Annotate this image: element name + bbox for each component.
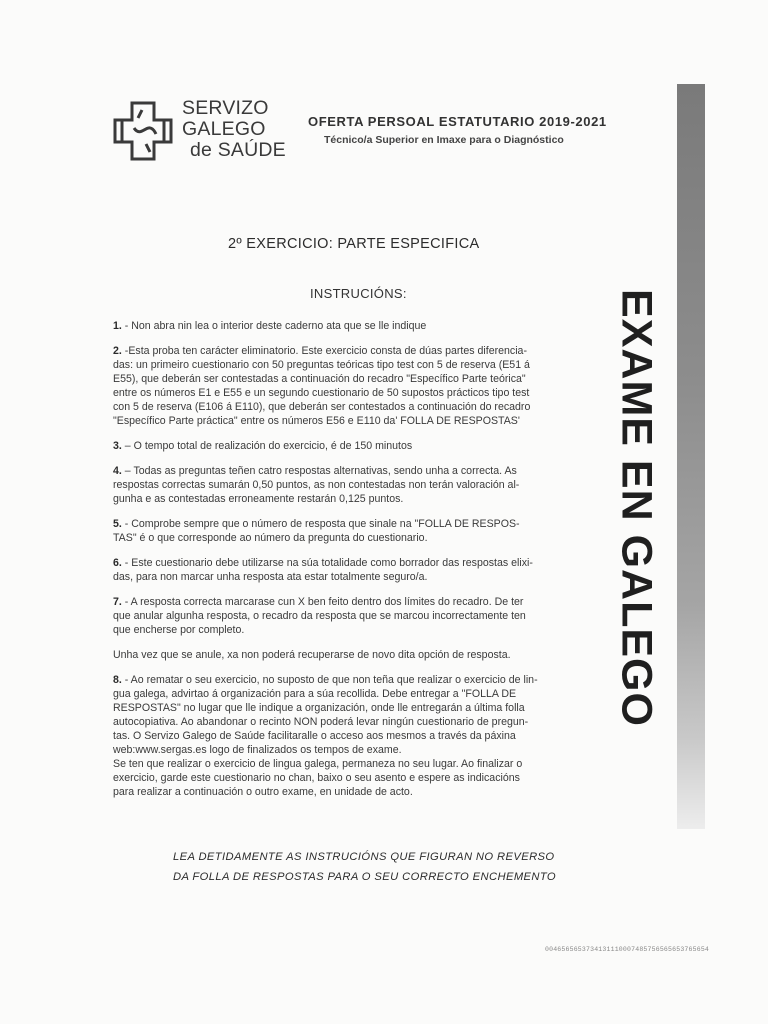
- instruction-text: gunha e as contestadas erroneamente restarán 0,125 puntos.: [113, 493, 404, 505]
- footer-note-line-2: DA FOLLA DE RESPOSTAS PARA O SEU CORRECTO ENCHEMENTO: [173, 871, 557, 883]
- instruction-item: [113, 464, 609, 506]
- instruction-line: [113, 648, 609, 662]
- side-label: [596, 288, 676, 728]
- instruction-item: [113, 648, 609, 662]
- instruction-line: [113, 609, 609, 623]
- logo-line-1: SERVIZO: [182, 97, 269, 119]
- instruction-item: [113, 595, 609, 637]
- instruction-number: 7.: [113, 596, 122, 608]
- instruction-text: RESPOSTAS" no lugar que lle indique a organización, onde lle entregarán a última folla: [113, 702, 525, 714]
- logo-line-2: GALEGO: [182, 118, 266, 140]
- instruction-line: [113, 570, 609, 584]
- instruction-text: - Este cuestionario debe utilizarse na súa totalidade como borrador das respostas elixi-: [124, 557, 533, 569]
- instruction-item: [113, 673, 609, 799]
- instruction-text: TAS" é o que corresponde ao número da pregunta do cuestionario.: [113, 532, 428, 544]
- instruction-number: 5.: [113, 518, 122, 530]
- instruction-number: 6.: [113, 557, 122, 569]
- footer-note-line-1: LEA DETIDAMENTE AS INSTRUCIÓNS QUE FIGURAN NO REVERSO: [173, 851, 555, 863]
- instruction-line: [113, 414, 609, 428]
- instruction-text: gua galega, advirtao á organización para a súa recollida. Debe entregar a "FOLLA DE: [113, 688, 517, 700]
- instruction-text: tas. O Servizo Galego de Saúde facilitaralle o acceso aos mesmos a través da páxina: [113, 730, 516, 742]
- footer-note: [173, 847, 593, 887]
- instruction-text: "Específico Parte práctica" entre os números E56 e E110 da' FOLLA DE RESPOSTAS': [113, 415, 520, 427]
- instruction-text: Se ten que realizar o exercicio de lingua galega, permaneza no seu lugar. Ao finalizar o: [113, 758, 523, 770]
- instruction-line: [113, 478, 609, 492]
- instruction-text: das, para non marcar unha resposta ata estar totalmente seguro/a.: [113, 571, 428, 583]
- instruction-line: [113, 492, 609, 506]
- instruction-item: [113, 517, 609, 545]
- instruction-line: [113, 673, 609, 687]
- instruction-number: 2.: [113, 345, 122, 357]
- instruction-line: [113, 464, 609, 478]
- instruction-item: [113, 344, 609, 428]
- instruction-text: – Todas as preguntas teñen catro respostas alternativas, sendo unha a correcta. As: [124, 465, 517, 477]
- instruction-line: [113, 729, 609, 743]
- instruction-item: [113, 439, 609, 453]
- instruction-text: entre os números E1 e E55 e un segundo cuestionario de 50 supostos prácticos tipo test: [113, 387, 530, 399]
- instruction-text: - Non abra nin lea o interior deste caderno ata que se lle indique: [124, 320, 427, 332]
- instruction-line: [113, 372, 609, 386]
- instruction-text: exercicio, garde este cuestionario no chan, baixo o seu asento e espere as indicacións: [113, 772, 520, 784]
- instruction-line: [113, 757, 609, 771]
- barcode-number: 0046565653734131110007485756565653765654: [545, 946, 710, 953]
- instruction-number: 8.: [113, 674, 122, 686]
- side-gray-bar: [677, 84, 705, 829]
- instruction-number: 1.: [113, 320, 122, 332]
- instruction-item: [113, 556, 609, 584]
- instruction-line: [113, 531, 609, 545]
- instruction-text: -Esta proba ten carácter eliminatorio. Este exercicio consta de dúas partes diferencia-: [124, 345, 527, 357]
- side-label-text: EXAME EN GALEGO: [612, 289, 661, 727]
- offer-subtitle: Técnico/a Superior en Imaxe para o Diagnóstico: [324, 134, 564, 146]
- health-cross-icon: [112, 100, 174, 162]
- instruction-text: - A resposta correcta marcarase cun X ben feito dentro dos límites do recadro. De ter: [124, 596, 524, 608]
- instruction-line: [113, 771, 609, 785]
- instruction-line: [113, 595, 609, 609]
- instruction-text: con 5 de reserva (E106 á E110), que deberán ser contestados a continuación do recadro: [113, 401, 531, 413]
- instruction-text: E55), que deberán ser contestadas a continuación do recadro "Específico Parte teórica": [113, 373, 526, 385]
- instruction-text: - Ao rematar o seu exercicio, no suposto de que non teña que realizar o exercicio de lin-: [124, 674, 538, 686]
- instruction-text: das: un primeiro cuestionario con 50 preguntas teóricas tipo test con 5 de reserva (E51 á: [113, 359, 530, 371]
- instruction-text: web:www.sergas.es logo de finalizados os tempos de exame.: [113, 744, 402, 756]
- instruction-line: [113, 344, 609, 358]
- instruction-line: [113, 400, 609, 414]
- offer-header: [308, 114, 638, 146]
- instruction-text: Unha vez que se anule, xa non poderá recuperarse de novo dita opción de resposta.: [113, 649, 511, 661]
- instruction-line: [113, 785, 609, 799]
- instruction-line: [113, 556, 609, 570]
- instruction-number: 4.: [113, 465, 122, 477]
- instruction-text: que encherse por completo.: [113, 624, 245, 636]
- instructions-title: INSTRUCIÓNS:: [310, 286, 407, 301]
- instruction-line: [113, 386, 609, 400]
- instruction-line: [113, 517, 609, 531]
- instruction-number: 3.: [113, 440, 122, 452]
- offer-title: OFERTA PERSOAL ESTATUTARIO 2019-2021: [308, 114, 607, 129]
- instruction-line: [113, 623, 609, 637]
- instruction-text: respostas correctas sumarán 0,50 puntos, as non contestadas non terán valoración al-: [113, 479, 520, 491]
- instruction-text: para realizar a continuación o outro exame, en unidade de acto.: [113, 786, 413, 798]
- instructions-list: [113, 319, 609, 810]
- instruction-text: que anular algunha resposta, o recadro da resposta que se marcou incorrectamente ten: [113, 610, 526, 622]
- instruction-text: – O tempo total de realización do exercicio, é de 150 minutos: [124, 440, 413, 452]
- instruction-item: [113, 319, 609, 333]
- instruction-line: [113, 439, 609, 453]
- instruction-line: [113, 715, 609, 729]
- sergas-logo: [112, 97, 286, 166]
- instruction-line: [113, 319, 609, 333]
- instruction-text: - Comprobe sempre que o número de resposta que sinale na "FOLLA DE RESPOS-: [124, 518, 520, 530]
- instruction-line: [113, 743, 609, 757]
- instruction-text: autocopiativa. Ao abandonar o recinto NON poderá levar ningún cuestionario de pregun-: [113, 716, 529, 728]
- instruction-line: [113, 701, 609, 715]
- instruction-line: [113, 358, 609, 372]
- exercise-title: 2º EXERCICIO: PARTE ESPECIFICA: [228, 236, 480, 252]
- logo-line-3: de SAÚDE: [190, 139, 286, 161]
- instruction-line: [113, 687, 609, 701]
